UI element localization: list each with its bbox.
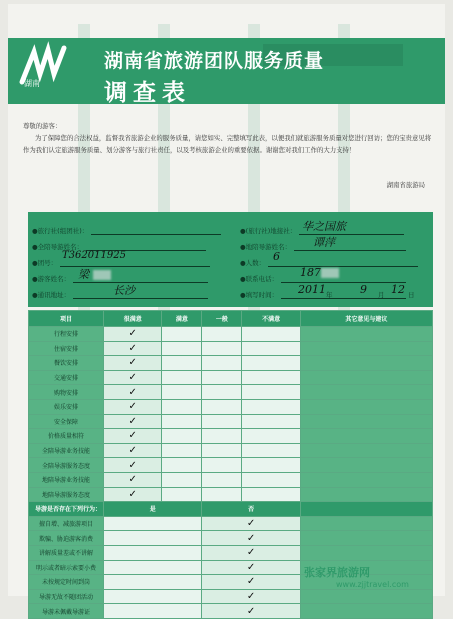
group-no-label: ●团号： (32, 259, 58, 267)
rating-cell[interactable] (162, 341, 202, 356)
behavior-yes-cell[interactable] (104, 589, 202, 604)
behavior-yes-cell[interactable] (104, 560, 202, 575)
rating-cell[interactable] (242, 370, 300, 385)
behavior-row (29, 516, 433, 531)
comment-cell[interactable] (300, 341, 432, 356)
rating-cell[interactable] (162, 458, 202, 473)
comment-cell[interactable] (300, 604, 432, 619)
rating-cell[interactable] (202, 356, 242, 371)
comment-cell[interactable] (300, 370, 432, 385)
tourism-logo (18, 44, 96, 88)
rating-cell[interactable] (104, 385, 162, 400)
col-very-satisfied: 很满意 (104, 311, 162, 327)
count-value: 6 (273, 250, 280, 263)
rating-cell[interactable] (202, 472, 242, 487)
behavior-item-label: 欺骗、胁迫游客消费 (29, 531, 104, 546)
check-mark: ✓ (246, 532, 256, 544)
behavior-yes-cell[interactable] (104, 604, 202, 619)
rating-item-label: 全陪导游业务技能 (29, 443, 104, 458)
comment-cell[interactable] (300, 472, 432, 487)
check-mark: ✓ (128, 357, 137, 369)
check-mark: ✓ (128, 474, 137, 486)
rating-cell[interactable] (104, 341, 162, 356)
tourist-name-text: 梁 (78, 268, 89, 281)
comment-cell[interactable] (300, 531, 432, 546)
behavior-item-label: 导游未佩戴导游证 (29, 604, 104, 619)
check-mark: ✓ (246, 605, 256, 617)
intro-body: 为了保障您的合法权益，监督我省旅游企业的服务质量，请您如实、完整填写此表，以便我们就旅游服务质量对您进行回访；您的宝贵意见将作为我们认定旅游服务质量、划分游客与旅行社责任，以及考核旅游企业的重要依据。谢谢您对我们工作的大力支持！ (23, 134, 432, 154)
greeting: 尊敬的游客： (23, 122, 62, 130)
rating-cell[interactable] (202, 487, 242, 502)
date-day-value: 12 (391, 283, 405, 296)
rating-cell[interactable] (202, 341, 242, 356)
watermark-text: 张家界旅游网 (304, 566, 370, 579)
rating-cell[interactable] (104, 487, 162, 502)
address-value: 长沙 (113, 284, 135, 297)
behavior-no-cell[interactable] (202, 604, 300, 619)
rating-row (29, 341, 433, 356)
rating-cell[interactable] (162, 399, 202, 414)
behavior-no-header: 否 (202, 502, 300, 517)
comment-cell[interactable] (300, 516, 432, 531)
local-guide-label: ●地陪导游姓名： (240, 243, 292, 251)
rating-row (29, 487, 433, 502)
rating-item-label: 住宿安排 (29, 341, 104, 356)
check-mark: ✓ (128, 445, 137, 457)
date-year-sep: 年 (326, 291, 333, 299)
behavior-row (29, 545, 433, 560)
rating-row (29, 443, 433, 458)
rating-cell[interactable] (104, 370, 162, 385)
rating-item-label: 安全保障 (29, 414, 104, 429)
check-mark: ✓ (128, 488, 137, 500)
rating-table (28, 310, 433, 619)
rating-row (29, 399, 433, 414)
rating-cell[interactable] (202, 370, 242, 385)
behavior-item-label: 讲解质量差或不讲解 (29, 545, 104, 560)
rating-cell[interactable] (162, 356, 202, 371)
comment-cell[interactable] (300, 356, 432, 371)
behavior-item-label: 明示或者暗示索要小费 (29, 560, 104, 575)
rating-cell[interactable] (104, 327, 162, 342)
survey-form (8, 4, 445, 617)
check-mark: ✓ (128, 372, 137, 384)
rating-cell[interactable] (104, 443, 162, 458)
rating-item-label: 餐饮安排 (29, 356, 104, 371)
check-mark: ✓ (128, 342, 137, 354)
comment-cell[interactable] (300, 399, 432, 414)
rating-cell[interactable] (162, 443, 202, 458)
rating-cell[interactable] (202, 443, 242, 458)
rating-cell[interactable] (242, 399, 300, 414)
rating-cell[interactable] (104, 356, 162, 371)
col-satisfied: 满意 (162, 311, 202, 327)
rating-header-row (29, 311, 433, 327)
tourist-name-value (78, 266, 111, 282)
national-guide-label: ●全陪导游姓名： (32, 243, 84, 251)
behavior-no-cell[interactable] (202, 531, 300, 546)
rating-row (29, 472, 433, 487)
rating-cell[interactable] (242, 487, 300, 502)
behavior-yes-cell[interactable] (104, 575, 202, 590)
rating-cell[interactable] (242, 429, 300, 444)
comment-cell[interactable] (300, 487, 432, 502)
behavior-no-cell[interactable] (202, 589, 300, 604)
rating-cell[interactable] (104, 429, 162, 444)
behavior-row (29, 531, 433, 546)
rating-cell[interactable] (104, 414, 162, 429)
issuer-signature: 湖南省旅游局 (386, 181, 425, 189)
date-day-sep: 日 (408, 291, 415, 299)
rating-cell[interactable] (242, 443, 300, 458)
rating-row (29, 356, 433, 371)
date-year-value: 2011 (298, 283, 326, 296)
check-mark: ✓ (128, 430, 137, 442)
date-month-value: 9 (360, 283, 367, 296)
col-unsatisfied: 不满意 (242, 311, 300, 327)
rating-cell[interactable] (202, 458, 242, 473)
check-mark: ✓ (128, 401, 137, 413)
date-label: ●填写时间： (240, 291, 279, 299)
check-mark: ✓ (128, 328, 137, 340)
behavior-row (29, 560, 433, 575)
rating-cell[interactable] (162, 429, 202, 444)
rating-item-label: 交通安排 (29, 370, 104, 385)
rating-item-label: 全陪导游服务态度 (29, 458, 104, 473)
rating-row (29, 385, 433, 400)
rating-cell[interactable] (242, 414, 300, 429)
rating-cell[interactable] (104, 399, 162, 414)
rating-cell[interactable] (242, 341, 300, 356)
behavior-header-row (29, 502, 433, 517)
rating-item-label: 行程安排 (29, 327, 104, 342)
form-title-line1: 湖南省旅游团队服务质量 (104, 50, 325, 72)
rating-cell[interactable] (202, 414, 242, 429)
org-agency-field[interactable] (32, 226, 221, 235)
col-item: 项目 (29, 311, 104, 327)
count-label: ●人数： (240, 259, 266, 267)
rating-cell[interactable] (202, 385, 242, 400)
rating-cell[interactable] (162, 327, 202, 342)
comment-cell[interactable] (300, 414, 432, 429)
date-month-sep: 月 (378, 291, 385, 299)
rating-item-label: 娱乐安排 (29, 399, 104, 414)
behavior-no-cell[interactable] (202, 545, 300, 560)
intro-text (23, 120, 433, 156)
tourist-name-label: ●游客姓名： (32, 275, 71, 283)
phone-value (300, 266, 339, 279)
comment-cell[interactable] (300, 385, 432, 400)
comment-cell[interactable] (300, 458, 432, 473)
rating-cell[interactable] (242, 327, 300, 342)
comment-cell[interactable] (300, 429, 432, 444)
comment-cell[interactable] (300, 443, 432, 458)
comment-cell[interactable] (300, 327, 432, 342)
check-mark: ✓ (128, 415, 137, 427)
rating-cell[interactable] (162, 487, 202, 502)
rating-item-label: 购物安排 (29, 385, 104, 400)
behavior-no-cell[interactable] (202, 560, 300, 575)
check-mark: ✓ (246, 576, 256, 588)
behavior-item-label: 未按规定时间到岗 (29, 575, 104, 590)
behavior-row (29, 589, 433, 604)
behavior-question: 导游是否存在下列行为： (29, 502, 104, 517)
comment-cell[interactable] (300, 545, 432, 560)
rating-cell[interactable] (104, 458, 162, 473)
rating-row (29, 370, 433, 385)
behavior-blank (300, 502, 432, 517)
phone-label: ●联系电话： (240, 275, 279, 283)
behavior-item-label: 擅自增、减旅游项目 (29, 516, 104, 531)
behavior-yes-cell[interactable] (104, 545, 202, 560)
behavior-item-label: 导游无故不随团活动 (29, 589, 104, 604)
behavior-row (29, 604, 433, 619)
check-mark: ✓ (128, 459, 137, 471)
rating-cell[interactable] (162, 414, 202, 429)
address-label: ●通讯地址： (32, 291, 71, 299)
rating-cell[interactable] (242, 356, 300, 371)
rating-item-label: 地陪导游业务技能 (29, 472, 104, 487)
check-mark: ✓ (246, 518, 256, 530)
rating-row (29, 458, 433, 473)
logo-text: 湖南 (24, 79, 40, 88)
group-no-value: T362011925 (62, 250, 126, 261)
col-average: 一般 (202, 311, 242, 327)
behavior-no-cell[interactable] (202, 516, 300, 531)
watermark-url: www.zjjtravel.com (336, 580, 409, 589)
rating-cell[interactable] (162, 370, 202, 385)
org-agency-label: ●旅行社(组团社)： (32, 227, 89, 235)
rating-cell[interactable] (242, 458, 300, 473)
rating-cell[interactable] (162, 385, 202, 400)
redacted-block (321, 268, 339, 278)
check-mark: ✓ (246, 561, 256, 573)
rating-cell[interactable] (202, 399, 242, 414)
behavior-yes-header: 是 (104, 502, 202, 517)
rating-row (29, 429, 433, 444)
behavior-yes-cell[interactable] (104, 516, 202, 531)
form-title-line2: 调查表 (104, 80, 191, 106)
rating-cell[interactable] (242, 472, 300, 487)
comment-cell[interactable] (300, 589, 432, 604)
phone-text: 187 (300, 266, 321, 279)
rating-cell[interactable] (202, 327, 242, 342)
col-comments: 其它意见与建议 (300, 311, 432, 327)
check-mark: ✓ (246, 590, 256, 602)
rating-cell[interactable] (242, 385, 300, 400)
behavior-no-cell[interactable] (202, 575, 300, 590)
rating-cell[interactable] (202, 429, 242, 444)
rating-row (29, 414, 433, 429)
rating-cell[interactable] (162, 472, 202, 487)
local-guide-value: 谭萍 (313, 236, 335, 249)
redacted-block (93, 270, 111, 280)
rating-cell[interactable] (104, 472, 162, 487)
local-agency-value: 华之国旅 (302, 220, 346, 233)
check-mark: ✓ (128, 386, 137, 398)
behavior-yes-cell[interactable] (104, 531, 202, 546)
local-agency-label: ●(旅行社)地接社： (240, 227, 297, 235)
rating-row (29, 327, 433, 342)
check-mark: ✓ (246, 547, 256, 559)
rating-item-label: 价格质量相符 (29, 429, 104, 444)
rating-item-label: 地陪导游服务态度 (29, 487, 104, 502)
